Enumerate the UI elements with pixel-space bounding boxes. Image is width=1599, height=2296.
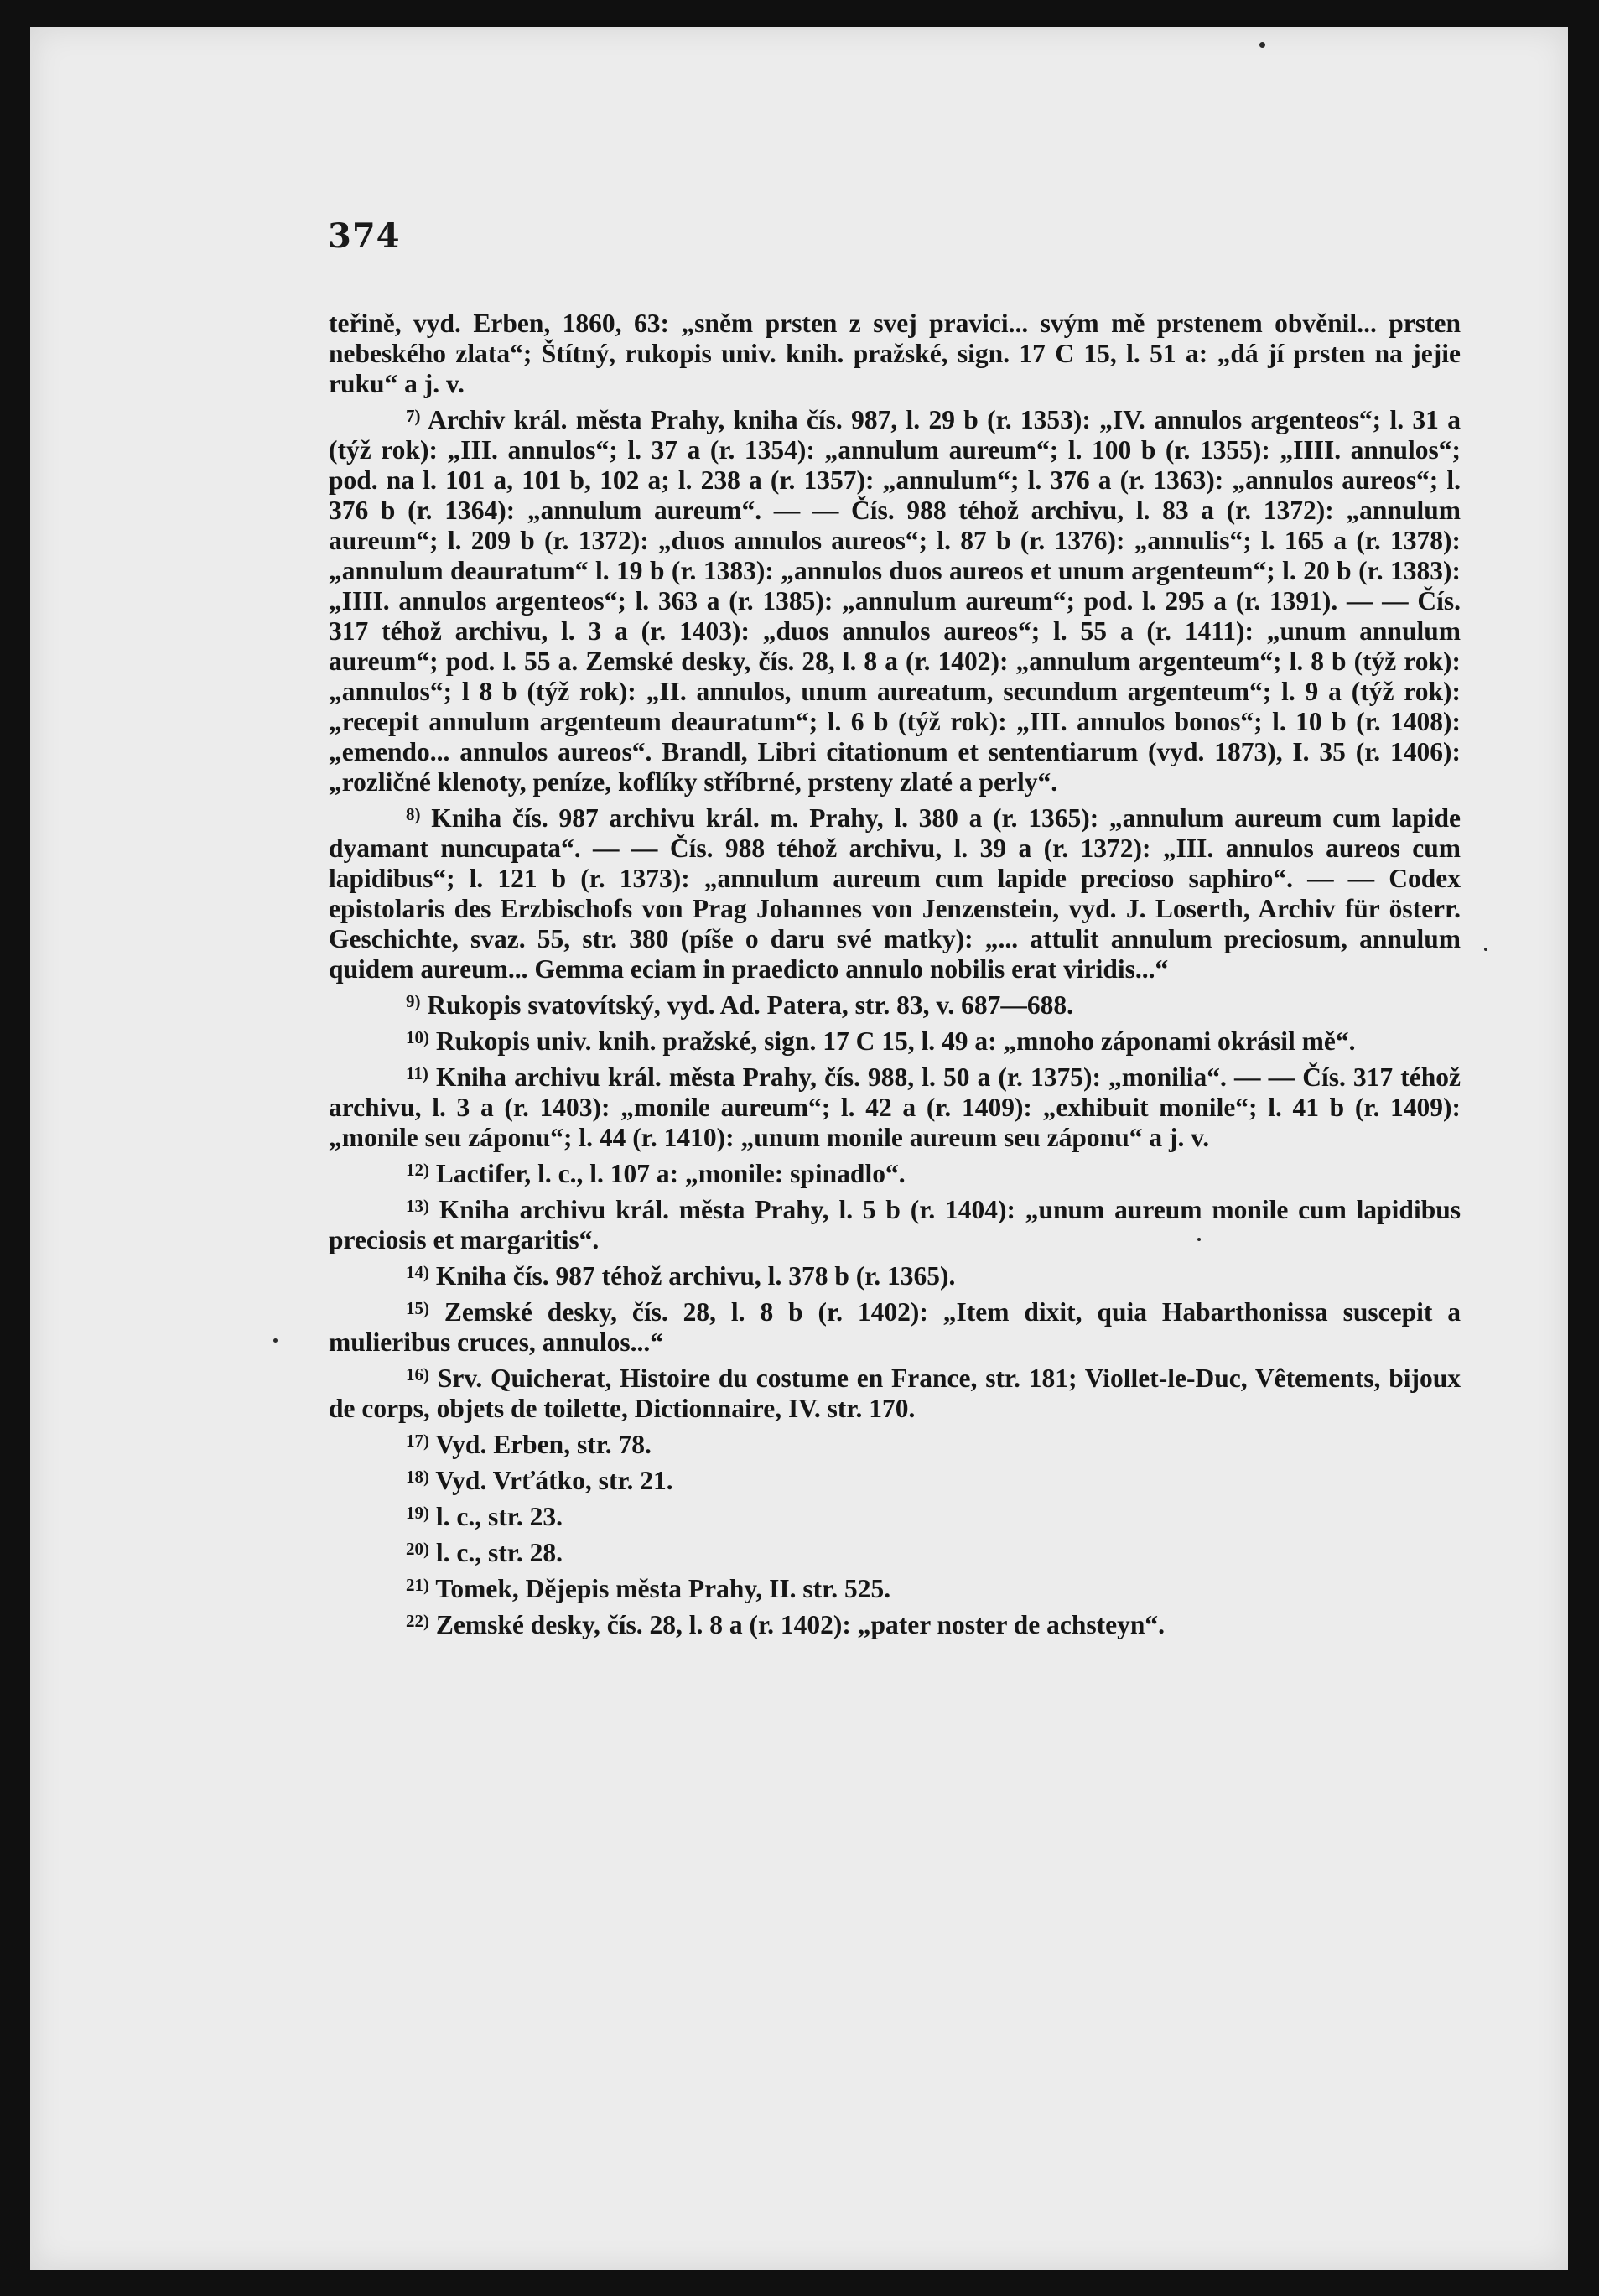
- footnote-text: Rukopis svatovítský, vyd. Ad. Patera, str. 83, v. 687—688.: [427, 990, 1074, 1020]
- footnote-continuation: [329, 309, 1461, 399]
- footnote-text: Lactifer, l. c., l. 107 a: „monile: spinadlo“.: [435, 1159, 906, 1188]
- footnote-8: [329, 803, 1461, 984]
- footnote-marker: 16): [406, 1364, 429, 1384]
- footnote-text: Vyd. Vrťátko, str. 21.: [435, 1466, 673, 1495]
- footnote-22: [329, 1610, 1461, 1640]
- footnote-text: teřině, vyd. Erben, 1860, 63: „sněm prsten z svej pravici... svým mě prstenem obvěnil... prsten nebeského zlata“; Štítný, rukopis univ. knih. pražské, sign. 17 C 15, l. 51 a: „dá jí prsten na jejie ruku“ a j. v.: [329, 309, 1461, 398]
- footnote-marker: 15): [406, 1298, 429, 1318]
- footnote-15: [329, 1297, 1461, 1358]
- footnote-text: Zemské desky, čís. 28, l. 8 a (r. 1402): „pater noster de achsteyn“.: [435, 1610, 1166, 1639]
- footnote-marker: 22): [406, 1611, 429, 1631]
- footnote-16: [329, 1364, 1461, 1424]
- speck-mark: [273, 1338, 278, 1343]
- footnote-text: l. c., str. 23.: [435, 1502, 563, 1531]
- footnote-marker: 18): [406, 1467, 429, 1487]
- footnote-9: [329, 990, 1461, 1021]
- footnote-text: Kniha čís. 987 archivu král. m. Prahy, l. 380 a (r. 1365): „annulum aureum cum lapide dyamant nuncupata“. — — Čís. 988 téhož archivu, l. 39 a (r. 1372): „III. annulos aureos cum lapidibus“; l. 121 b (r. 1373): „annulum aureum cum lapide precioso saphiro“. — — Codex epistolaris des Erzbischofs von Prag Johannes von Jenzenstein, vyd. J. Loserth, Archiv für österr. Geschichte, svaz. 55, str. 380 (píše o daru své matky): „... attulit annulum preciosum, annulum quidem aureum... Gemma eciam in praedicto annulo nobilis erat viridis...“: [329, 803, 1461, 984]
- footnote-marker: 12): [406, 1160, 429, 1180]
- footnote-7: [329, 405, 1461, 797]
- footnote-marker: 14): [406, 1262, 429, 1282]
- footnote-11: [329, 1062, 1461, 1153]
- footnote-text: Kniha čís. 987 téhož archivu, l. 378 b (r. 1365).: [435, 1261, 956, 1291]
- footnotes: [329, 309, 1461, 1646]
- footnote-18: [329, 1466, 1461, 1496]
- page-number: 374: [328, 216, 401, 256]
- footnote-marker: 20): [406, 1539, 429, 1559]
- footnote-text: l. c., str. 28.: [435, 1538, 563, 1567]
- footnote-10: [329, 1026, 1461, 1057]
- footnote-marker: 10): [406, 1027, 429, 1047]
- footnote-text: Kniha archivu král. města Prahy, l. 5 b (r. 1404): „unum aureum monile cum lapidibus preciosis et margaritis“.: [329, 1195, 1461, 1254]
- footnote-marker: 17): [406, 1431, 429, 1451]
- footnote-text: Vyd. Erben, str. 78.: [435, 1430, 652, 1459]
- footnote-marker: 7): [406, 406, 421, 426]
- speck-mark: [1259, 42, 1265, 48]
- scanned-page: [30, 27, 1568, 2270]
- footnote-13: [329, 1195, 1461, 1255]
- footnote-marker: 9): [406, 991, 421, 1011]
- speck-mark: [1484, 948, 1487, 951]
- footnote-12: [329, 1159, 1461, 1189]
- footnote-marker: 8): [406, 804, 421, 824]
- footnote-text: Zemské desky, čís. 28, l. 8 b (r. 1402): „Item dixit, quia Habarthonissa suscepit a mulieribus cruces, annulos...“: [329, 1297, 1461, 1357]
- footnote-marker: 13): [406, 1196, 429, 1216]
- footnote-marker: 11): [406, 1063, 428, 1083]
- footnote-text: Archiv král. města Prahy, kniha čís. 987, l. 29 b (r. 1353): „IV. annulos argenteos“; l. 31 a (týž rok): „III. annulos“; l. 37 a (r. 1354): „annulum aureum“; l. 100 b (r. 1355): „IIII. annulos“; pod. na l. 101 a, 101 b, 102 a; l. 238 a (r. 1357): „annulum“; l. 376 a (r. 1363): „annulos aureos“; l. 376 b (r. 1364): „annulum aureum“. — — Čís. 988 téhož archivu, l. 83 a (r. 1372): „annulum aureum“; l. 209 b (r. 1372): „duos annulos aureos“; l. 87 b (r. 1376): „annulis“; l. 165 a (r. 1378): „annulum deauratum“ l. 19 b (r. 1383): „annulos duos aureos et unum argenteum“; l. 20 b (r. 1383): „IIII. annulos argenteos“; l. 363 a (r. 1385): „annulum aureum“; pod. l. 295 a (r. 1391). — — Čís. 317 téhož archivu, l. 3 a (r. 1403): „duos annulos aureos“; l. 55 a (r. 1411): „unum annulum aureum“; pod. l. 55 a. Zemské desky, čís. 28, l. 8 a (r. 1402): „annulum argenteum“; l. 8 b (týž rok): „annulos“; l 8 b (týž rok): „II. annulos, unum aureatum, secundum argenteum“; l. 9 a (týž rok): „recepit annulum argenteum deauratum“; l. 6 b (týž rok): „III. annulos bonos“; l. 10 b (r. 1408): „emendo... annulos aureos“. Brandl, Libri citationum et sententiarum (vyd. 1873), I. 35 (r. 1406): „rozličné klenoty, peníze, koflíky stříbrné, prsteny zlaté a perly“.: [329, 405, 1461, 797]
- footnote-text: Tomek, Dějepis města Prahy, II. str. 525.: [435, 1574, 891, 1603]
- footnote-text: Srv. Quicherat, Histoire du costume en France, str. 181; Viollet-le-Duc, Vêtements, bijoux de corps, objets de toilette, Dictionnaire, IV. str. 170.: [329, 1364, 1461, 1423]
- footnote-14: [329, 1261, 1461, 1291]
- footnote-text: Rukopis univ. knih. pražské, sign. 17 C 15, l. 49 a: „mnoho záponami okrásil mě“.: [435, 1026, 1356, 1056]
- footnote-marker: 21): [406, 1575, 429, 1595]
- footnote-17: [329, 1430, 1461, 1460]
- footnote-20: [329, 1538, 1461, 1568]
- footnote-text: Kniha archivu král. města Prahy, čís. 988, l. 50 a (r. 1375): „monilia“. — — Čís. 317 téhož archivu, l. 3 a (r. 1403): „monile aureum“; l. 42 a (r. 1409): „exhibuit monile“; l. 41 b (r. 1409): „monile seu záponu“; l. 44 (r. 1410): „unum monile aureum seu záponu“ a j. v.: [329, 1062, 1461, 1152]
- footnote-marker: 19): [406, 1503, 429, 1523]
- footnote-19: [329, 1502, 1461, 1532]
- footnote-21: [329, 1574, 1461, 1604]
